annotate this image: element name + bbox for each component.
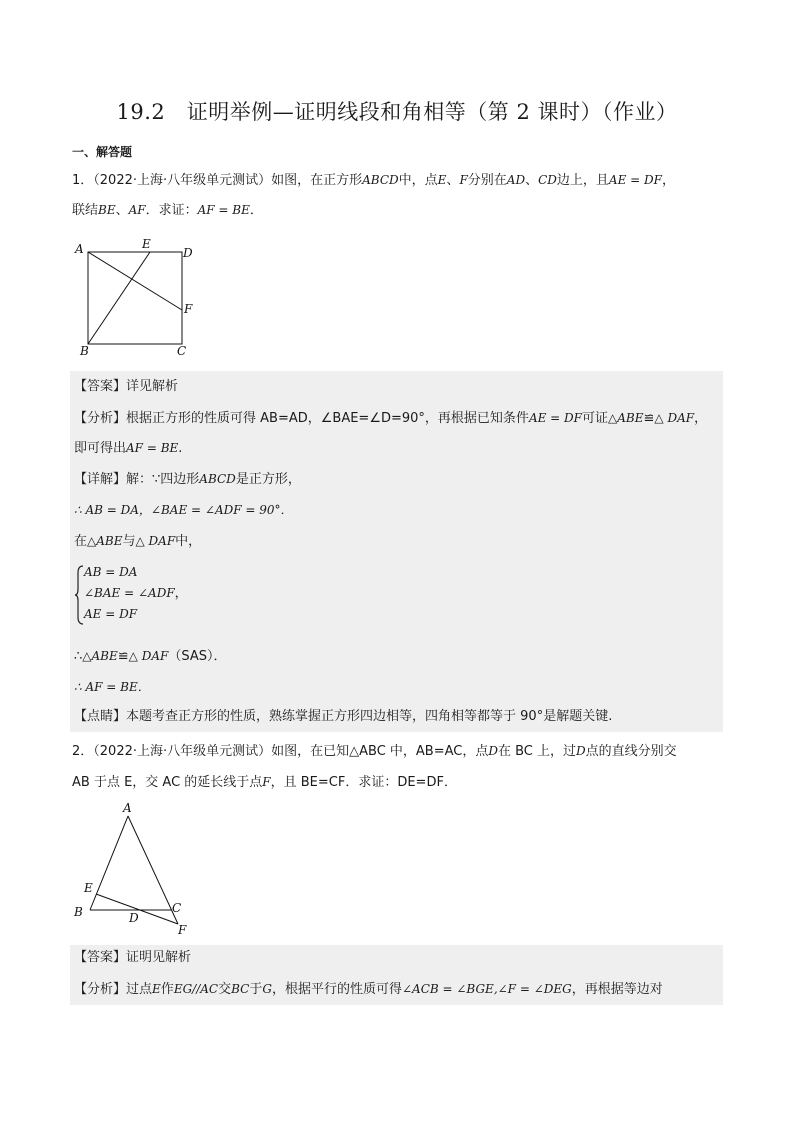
square-abcd <box>88 252 182 344</box>
label-c: C <box>177 344 187 358</box>
answer-block-2 <box>70 945 723 1005</box>
page-title: 19.2 证明举例—证明线段和角相等（第 2 课时）（作业） <box>116 100 678 124</box>
q2-statement-line1: 2．（2022·上海·八年级单元测试）如图，在已知△ABC 中，AB=AC，点D在 BC 上，过D点的直线分别交 <box>72 744 677 759</box>
segment-be <box>88 252 150 344</box>
answer-block-1 <box>70 371 723 732</box>
label-a: A <box>75 242 84 256</box>
q2-statement-line2: AB 于点 E，交 AC 的延长线于点F，且 BE=CF．求证：DE=DF． <box>72 775 457 790</box>
a1-detail-line2: ∴ AB = DA，∠BAE = ∠ADF = 90°． <box>74 503 293 517</box>
a1-conclusion-line2: ∴ AF = BE． <box>74 680 150 694</box>
a2-analysis-line1: 【分析】过点E作EG//AC交BC于G，根据平行的性质可得∠ACB = ∠BGE,∠F = ∠DEG，再根据等边对 <box>74 982 663 997</box>
label-f: F <box>184 302 193 316</box>
system-line1: AB = DA <box>84 565 138 579</box>
side-ac-extended <box>128 816 178 924</box>
label-a: A <box>123 801 132 815</box>
a1-answer: 【答案】详见解析 <box>74 379 179 394</box>
a1-detail-line3: 在△ABE与△ DAF中， <box>74 534 202 549</box>
label-b: B <box>80 344 89 358</box>
label-c: C <box>172 901 182 915</box>
label-e: E <box>142 238 151 251</box>
section-heading: 一、解答题 <box>72 145 133 159</box>
a1-conclusion-line1: ∴△ABE≌△ DAF（SAS）． <box>74 649 227 664</box>
label-e: E <box>84 881 93 895</box>
q1-statement-line1: 1．（2022·上海·八年级单元测试）如图，在正方形ABCD中，点E、F分别在AD、CD边上，且AE = DF， <box>72 173 675 188</box>
system-line3: AE = DF <box>84 607 138 621</box>
side-ab <box>90 816 128 910</box>
q1-statement-line2: 联结BE、AF．求证：AF = BE． <box>72 203 263 218</box>
a1-analysis-line2: 即可得出AF = BE. <box>74 441 183 456</box>
system-line2: ∠BAE = ∠ADF， <box>84 586 188 601</box>
label-d: D <box>183 246 193 260</box>
q2-triangle-figure <box>72 800 202 938</box>
a2-answer: 【答案】证明见解析 <box>74 950 192 965</box>
system-brace <box>74 565 84 625</box>
label-d: D <box>129 911 139 925</box>
a1-comment: 【点睛】本题考查正方形的性质，熟练掌握正方形四边相等，四角相等都等于 90°是解题关键. <box>74 709 613 724</box>
q1-square-figure <box>72 238 202 360</box>
label-f: F <box>178 923 187 937</box>
a1-analysis-line1: 【分析】根据正方形的性质可得 AB=AD，∠BAE=∠D=90°，再根据已知条件AE = DF可证△ABE≌△ DAF， <box>74 411 708 426</box>
segment-af <box>88 252 182 310</box>
a1-detail-line1: 【详解】解：∵四边形ABCD是正方形， <box>74 472 301 487</box>
label-b: B <box>74 905 83 919</box>
a1-equation-system <box>70 563 270 627</box>
